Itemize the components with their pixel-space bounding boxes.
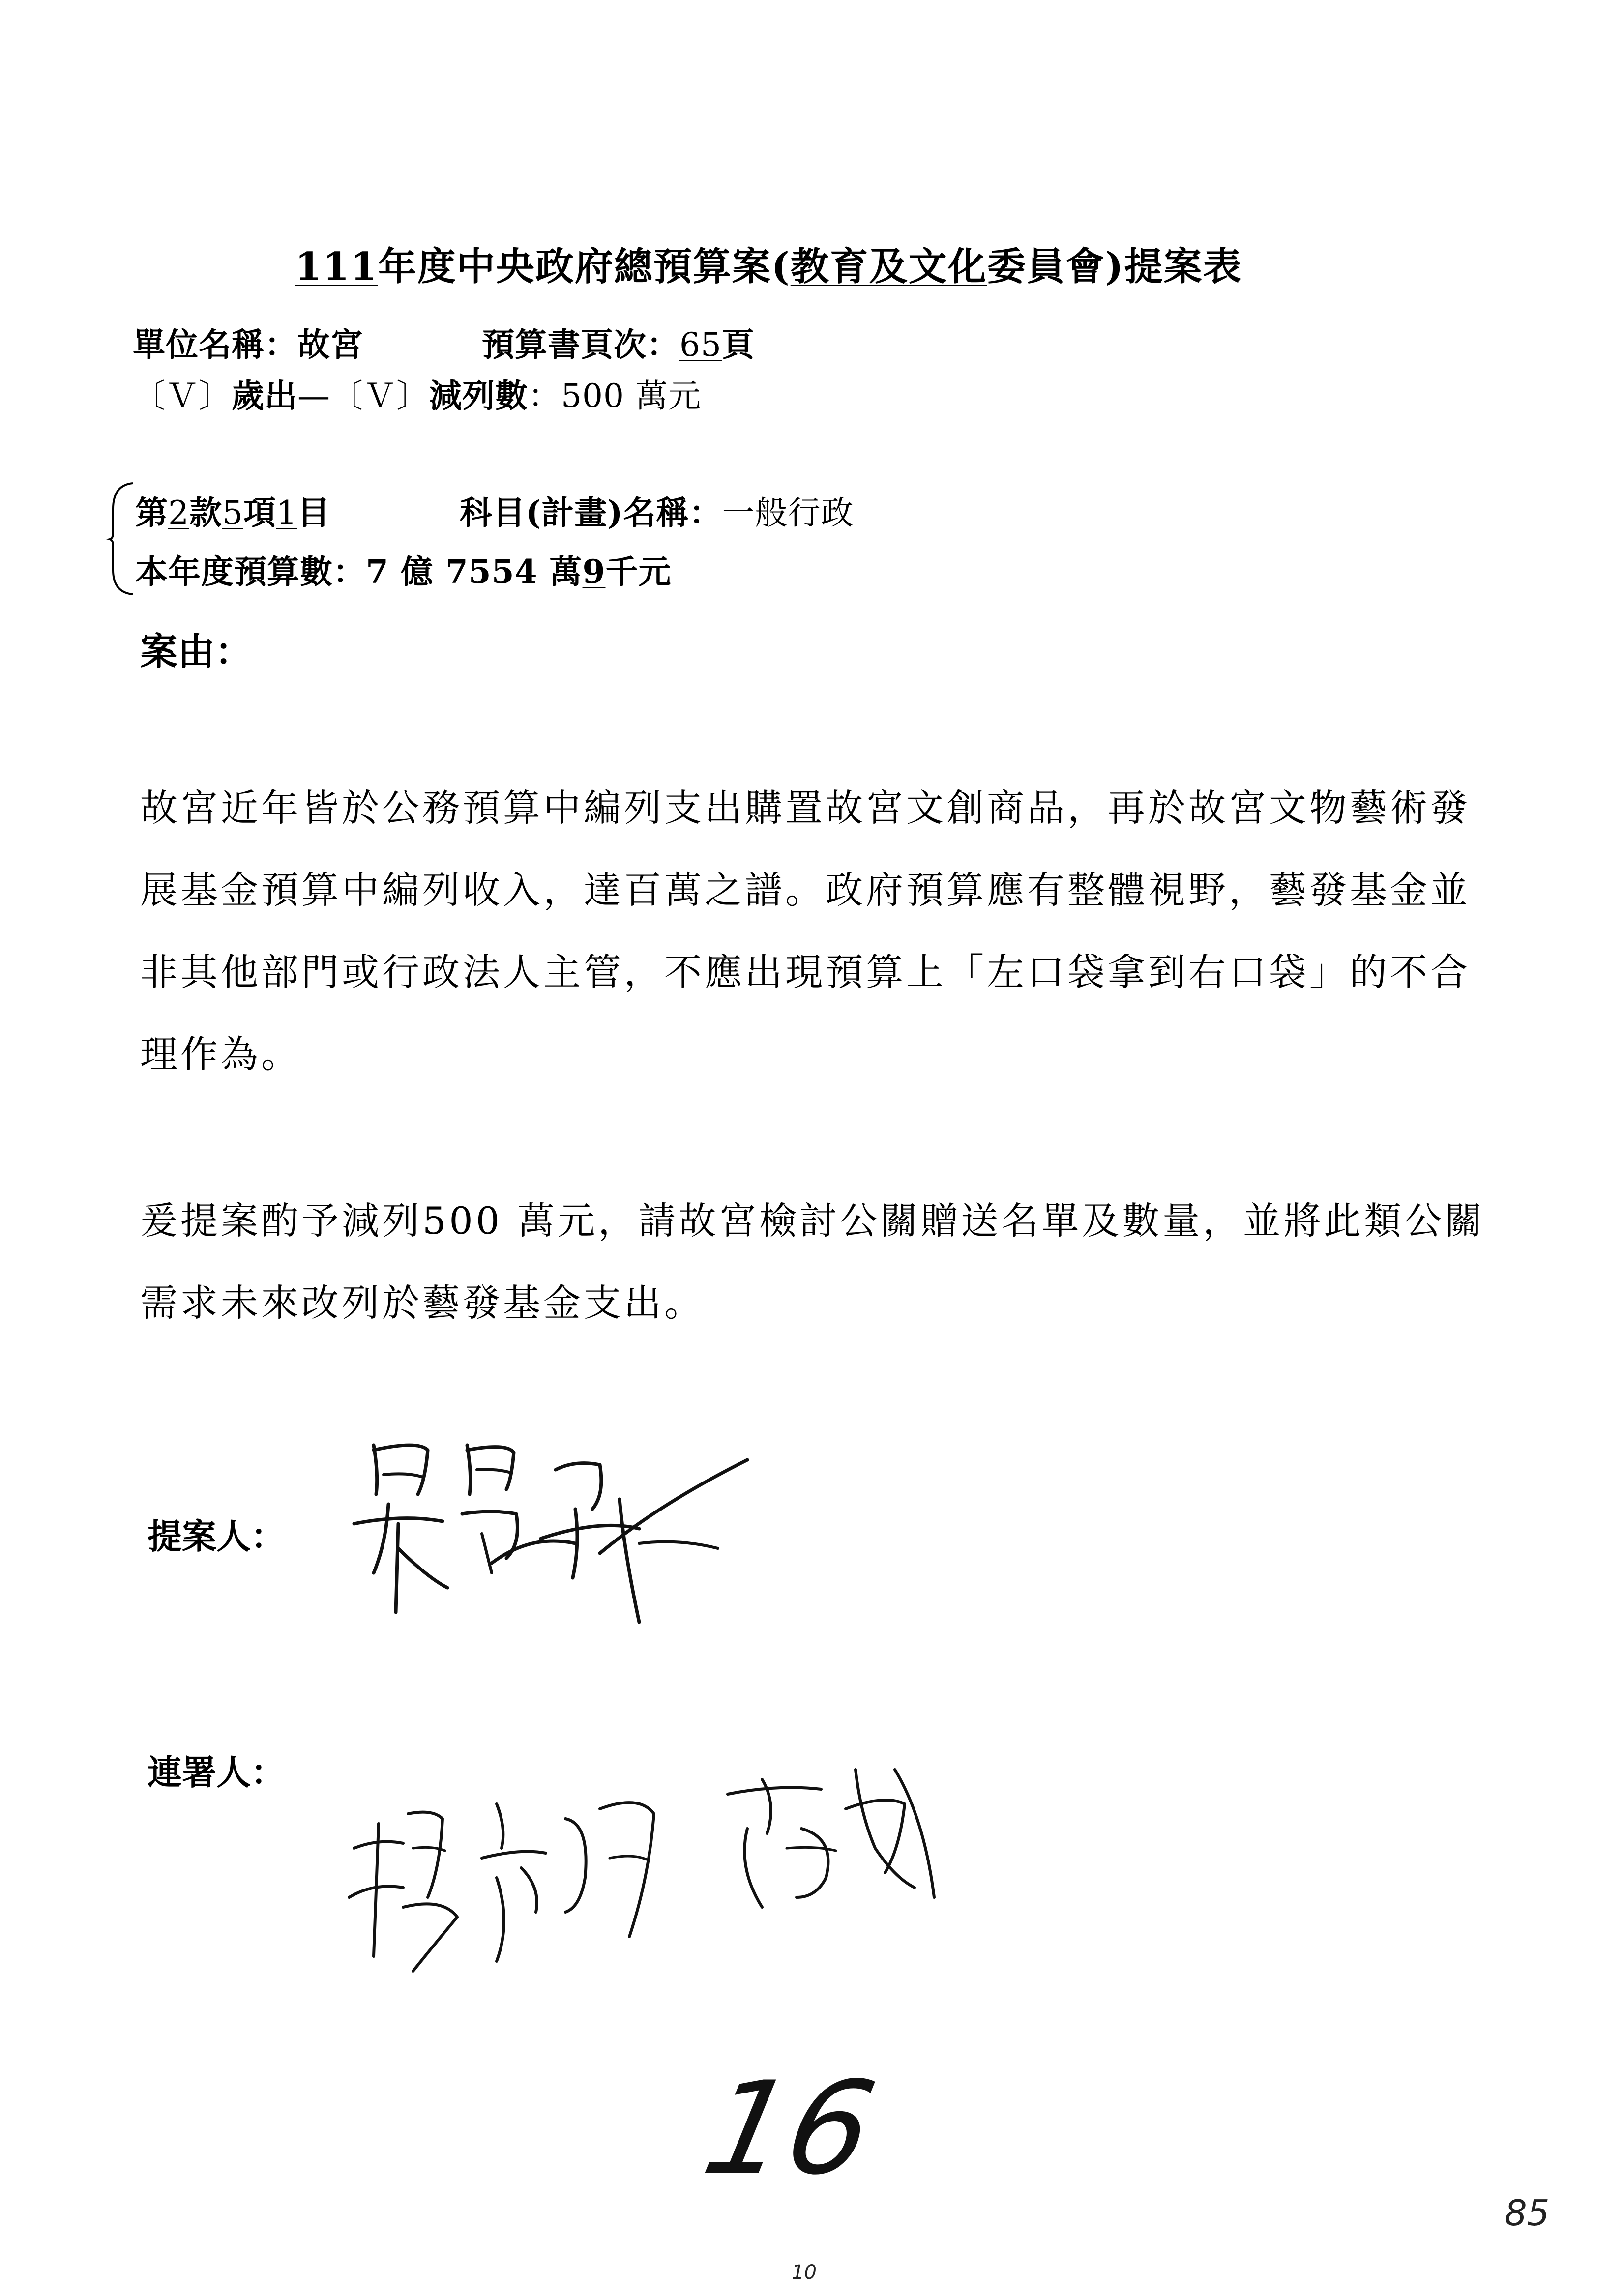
subject-line xyxy=(460,487,854,533)
xiang-value: 5 xyxy=(222,494,243,532)
xiang-label: 項 xyxy=(243,494,276,532)
mu-value: 1 xyxy=(276,494,297,532)
unit-value: 故宮 xyxy=(297,325,363,364)
kuan-prefix: 第 xyxy=(135,494,168,532)
title-part2: 委員會)提案表 xyxy=(987,244,1242,289)
budget-digit: 9 xyxy=(582,552,606,591)
handwritten-number: 16 xyxy=(692,2055,886,2203)
reduction-value: ：500 萬元 xyxy=(528,377,701,415)
page-label: 預算書頁次： xyxy=(482,325,679,364)
page-mark: 85 xyxy=(1505,2192,1550,2234)
subject-label: 科目(計畫)名稱： xyxy=(460,494,722,532)
kuan-value: 2 xyxy=(168,494,189,532)
cosigner-signatures xyxy=(334,1750,1023,2025)
page-ref xyxy=(482,319,755,365)
page-suffix: 頁 xyxy=(721,325,755,364)
subject-value: 一般行政 xyxy=(722,494,854,532)
cosigner-label: 連署人： xyxy=(148,1752,285,1793)
item-line xyxy=(135,487,330,533)
unit-line xyxy=(133,319,363,365)
checkbox-1: 〔Ｖ〕 xyxy=(133,377,232,415)
proposer-signature xyxy=(344,1416,787,1671)
dash: — xyxy=(297,377,330,415)
reduction-label: 減列數 xyxy=(429,377,528,415)
reason-label: 案由： xyxy=(140,630,252,673)
budget-suffix: 千元 xyxy=(605,552,672,591)
unit-label: 單位名稱： xyxy=(133,325,297,364)
title-year: 111 xyxy=(295,244,378,289)
footer-mark: 10 xyxy=(792,2261,817,2284)
budget-line xyxy=(135,546,671,592)
expense-label: 歲出 xyxy=(232,377,297,415)
proposer-label: 提案人： xyxy=(148,1516,285,1557)
page-title xyxy=(295,236,1242,291)
kuan-label: 款 xyxy=(189,494,222,532)
page-value: 65 xyxy=(679,326,722,364)
reason-paragraph-2: 爰提案酌予減列500 萬元，請故宮檢討公關贈送名單及數量，並將此類公關需求未來改列於藝發基金支出。 xyxy=(140,1199,1485,1325)
checkbox-2: 〔Ｖ〕 xyxy=(330,377,429,415)
bracket-icon xyxy=(106,479,135,597)
title-committee: 教育及文化 xyxy=(790,244,987,289)
budget-label: 本年度預算數：7 億 7554 萬 xyxy=(135,552,583,591)
reason-paragraph-1: 故宮近年皆於公務預算中編列支出購置故宮文創商品，再於故宮文物藝術發展基金預算中編列收入，達百萬之譜。政府預算應有整體視野，藝發基金並非其他部門或行政法人主管，不應出現預算上「左口袋拿到右口袋」的不合理作為。 xyxy=(140,786,1471,1076)
expense-line xyxy=(133,370,701,416)
mu-label: 目 xyxy=(297,494,330,532)
title-part1: 年度中央政府總預算案( xyxy=(378,244,791,289)
